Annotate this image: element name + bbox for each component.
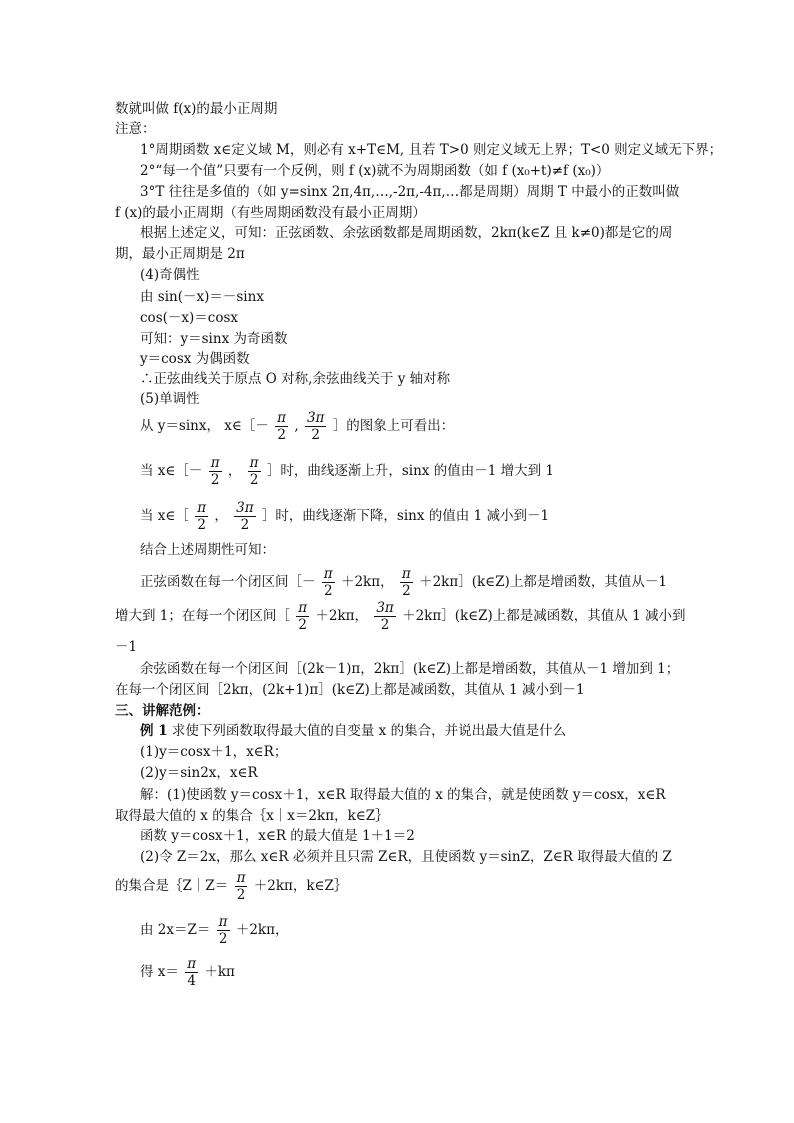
denominator: 2 xyxy=(240,517,250,533)
text-line: y＝cosx 为偶函数 xyxy=(140,351,250,367)
text-line: (4)奇偶性 xyxy=(140,267,200,283)
numerator: π xyxy=(236,870,246,886)
math-line xyxy=(115,600,685,633)
numerator: π xyxy=(187,956,197,972)
text-run: 得 x＝ xyxy=(140,964,179,980)
text-run: 由 2x＝Z＝ xyxy=(140,922,211,938)
text-run: 正弦函数在每一个闭区间［－ xyxy=(140,574,316,590)
numerator: π xyxy=(401,566,411,582)
denominator: 2 xyxy=(236,887,246,903)
numerator: π xyxy=(197,500,207,516)
math-line xyxy=(115,870,347,903)
text-line: cos(－x)＝cosx xyxy=(140,310,238,326)
numerator: π xyxy=(298,600,308,616)
denominator: 4 xyxy=(187,973,196,989)
text-paragraph: 余弦函数在每一个闭区间［(2k－1)π，2kπ］(k∈Z)上都是增函数，其值从－1 增加到 1；在每一个闭区间［2kπ，(2k+1)π］(k∈Z)上都是减函数，其值从 1 减小到－1 xyxy=(115,661,680,698)
text-run: ＋2kπ，k∈Z｝ xyxy=(253,878,348,894)
fraction xyxy=(374,600,395,633)
numerator: 3π xyxy=(376,600,394,616)
text-run: ， xyxy=(214,508,228,524)
numerator: π xyxy=(323,566,333,582)
text-line: 注意： xyxy=(115,121,156,137)
text-line: 1°周期函数 x∈定义域 M，则必有 x+T∈M, 且若 T>0 则定义域无上界；T<0 则定义域无下界； xyxy=(140,142,723,158)
numerator: π xyxy=(210,455,220,471)
text-run: ］的图象上可看出： xyxy=(332,418,455,434)
fraction xyxy=(217,914,230,947)
text-line: (2)令 Z＝2x，那么 x∈R 必须并且只需 Z∈R，且使函数 y＝sinZ，Z∈R 取得最大值的 Z xyxy=(140,849,672,865)
fraction xyxy=(400,566,413,599)
text-line: ∴正弦曲线关于原点 O 对称,余弦曲线关于 y 轴对称 xyxy=(140,371,451,387)
example-label: 例 1 xyxy=(140,723,168,739)
denominator: 2 xyxy=(197,517,206,533)
text-run: ＋kπ xyxy=(204,964,235,980)
text-line: 2°“每一个值”只要有一个反例，则 f (x)就不为周期函数（如 f (x₀+t)≠f (x₀)） xyxy=(140,163,610,179)
text-run: 当 x∈［－ xyxy=(140,463,203,479)
text-run: ］时，曲线逐渐上升，sinx 的值由－1 增大到 1 xyxy=(266,463,554,479)
math-line xyxy=(140,500,549,533)
text-paragraph: 3°T 往往是多值的（如 y=sinx 2π,4π,…,-2π,-4π,…都是周期）周期 T 中最小的正数叫做 f (x)的最小正周期（有些周期函数没有最小正周期） xyxy=(115,184,680,221)
text-run: ＋2kπ］(k∈Z)上都是减函数，其值从 1 减小到 xyxy=(402,608,686,624)
math-line xyxy=(140,956,235,989)
fraction xyxy=(209,455,222,488)
denominator: 2 xyxy=(402,583,411,599)
fraction xyxy=(305,410,326,443)
denominator: 2 xyxy=(311,427,320,443)
denominator: 2 xyxy=(277,427,286,443)
text-line: (5)单调性 xyxy=(140,391,200,407)
text-run: ＋2kπ， xyxy=(235,922,289,938)
text-line: 可知：y＝sinx 为奇函数 xyxy=(140,331,288,347)
text-run: 从 y＝sinx， x∈［－ xyxy=(140,418,269,434)
numerator: π xyxy=(218,914,228,930)
fraction xyxy=(234,500,255,533)
text-run: ＋2kπ， xyxy=(340,574,394,590)
denominator: 2 xyxy=(249,472,259,488)
text-line: －1 xyxy=(115,639,138,655)
numerator: π xyxy=(249,455,259,471)
text-line: (1)y＝cosx＋1，x∈R； xyxy=(140,744,288,760)
text-line: 结合上述周期性可知： xyxy=(140,542,275,558)
fraction xyxy=(322,566,335,599)
text-run: ， xyxy=(227,463,242,479)
text-run: 当 x∈［ xyxy=(140,508,189,524)
text-run: , xyxy=(294,418,299,434)
section-heading: 三、讲解范例： xyxy=(115,703,210,719)
text-line: 函数 y＝cosx＋1，x∈R 的最大值是 1＋1＝2 xyxy=(140,828,415,844)
denominator: 2 xyxy=(380,617,390,633)
fraction xyxy=(195,500,208,533)
fraction xyxy=(296,600,309,633)
text-line: 由 sin(－x)＝－sinx xyxy=(140,289,264,305)
text-line: (2)y＝sin2x，x∈R xyxy=(140,765,258,781)
text-run: ＋2kπ］(k∈Z)上都是增函数，其值从－1 xyxy=(419,574,667,590)
numerator: π xyxy=(277,410,287,426)
text-run: 增大到 1；在每一个闭区间［ xyxy=(115,608,290,624)
numerator: 3π xyxy=(236,500,254,516)
text-run: ＋2kπ， xyxy=(315,608,369,624)
fraction xyxy=(275,410,288,443)
text-run: 的集合是｛Z｜Z＝ xyxy=(115,878,229,894)
math-line xyxy=(140,914,289,947)
text-line: 数就叫做 f(x)的最小正周期 xyxy=(115,101,278,117)
text-run: ］时，曲线逐渐下降，sinx 的值由 1 减小到－1 xyxy=(261,508,550,524)
fraction xyxy=(235,870,248,903)
text-run: 求使下列函数取得最大值的自变量 x 的集合，并说出最大值是什么 xyxy=(167,723,567,739)
denominator: 2 xyxy=(323,583,333,599)
fraction xyxy=(185,956,198,989)
math-line xyxy=(140,566,667,599)
example-title xyxy=(140,722,566,740)
denominator: 2 xyxy=(298,617,307,633)
numerator: 3π xyxy=(306,410,325,426)
text-paragraph: 解：(1)使函数 y＝cosx＋1，x∈R 取得最大值的 x 的集合，就是使函数 y＝cosx，x∈R 取得最大值的 x 的集合｛x｜x＝2kπ，k∈Z｝ xyxy=(115,787,666,824)
text-paragraph: 根据上述定义，可知：正弦函数、余弦函数都是周期函数，2kπ(k∈Z 且 k≠0)都是它的周期，最小正周期是 2π xyxy=(115,225,673,262)
fraction xyxy=(248,455,261,488)
denominator: 2 xyxy=(218,931,228,947)
math-line xyxy=(140,455,554,488)
denominator: 2 xyxy=(210,472,220,488)
math-line xyxy=(140,410,454,443)
